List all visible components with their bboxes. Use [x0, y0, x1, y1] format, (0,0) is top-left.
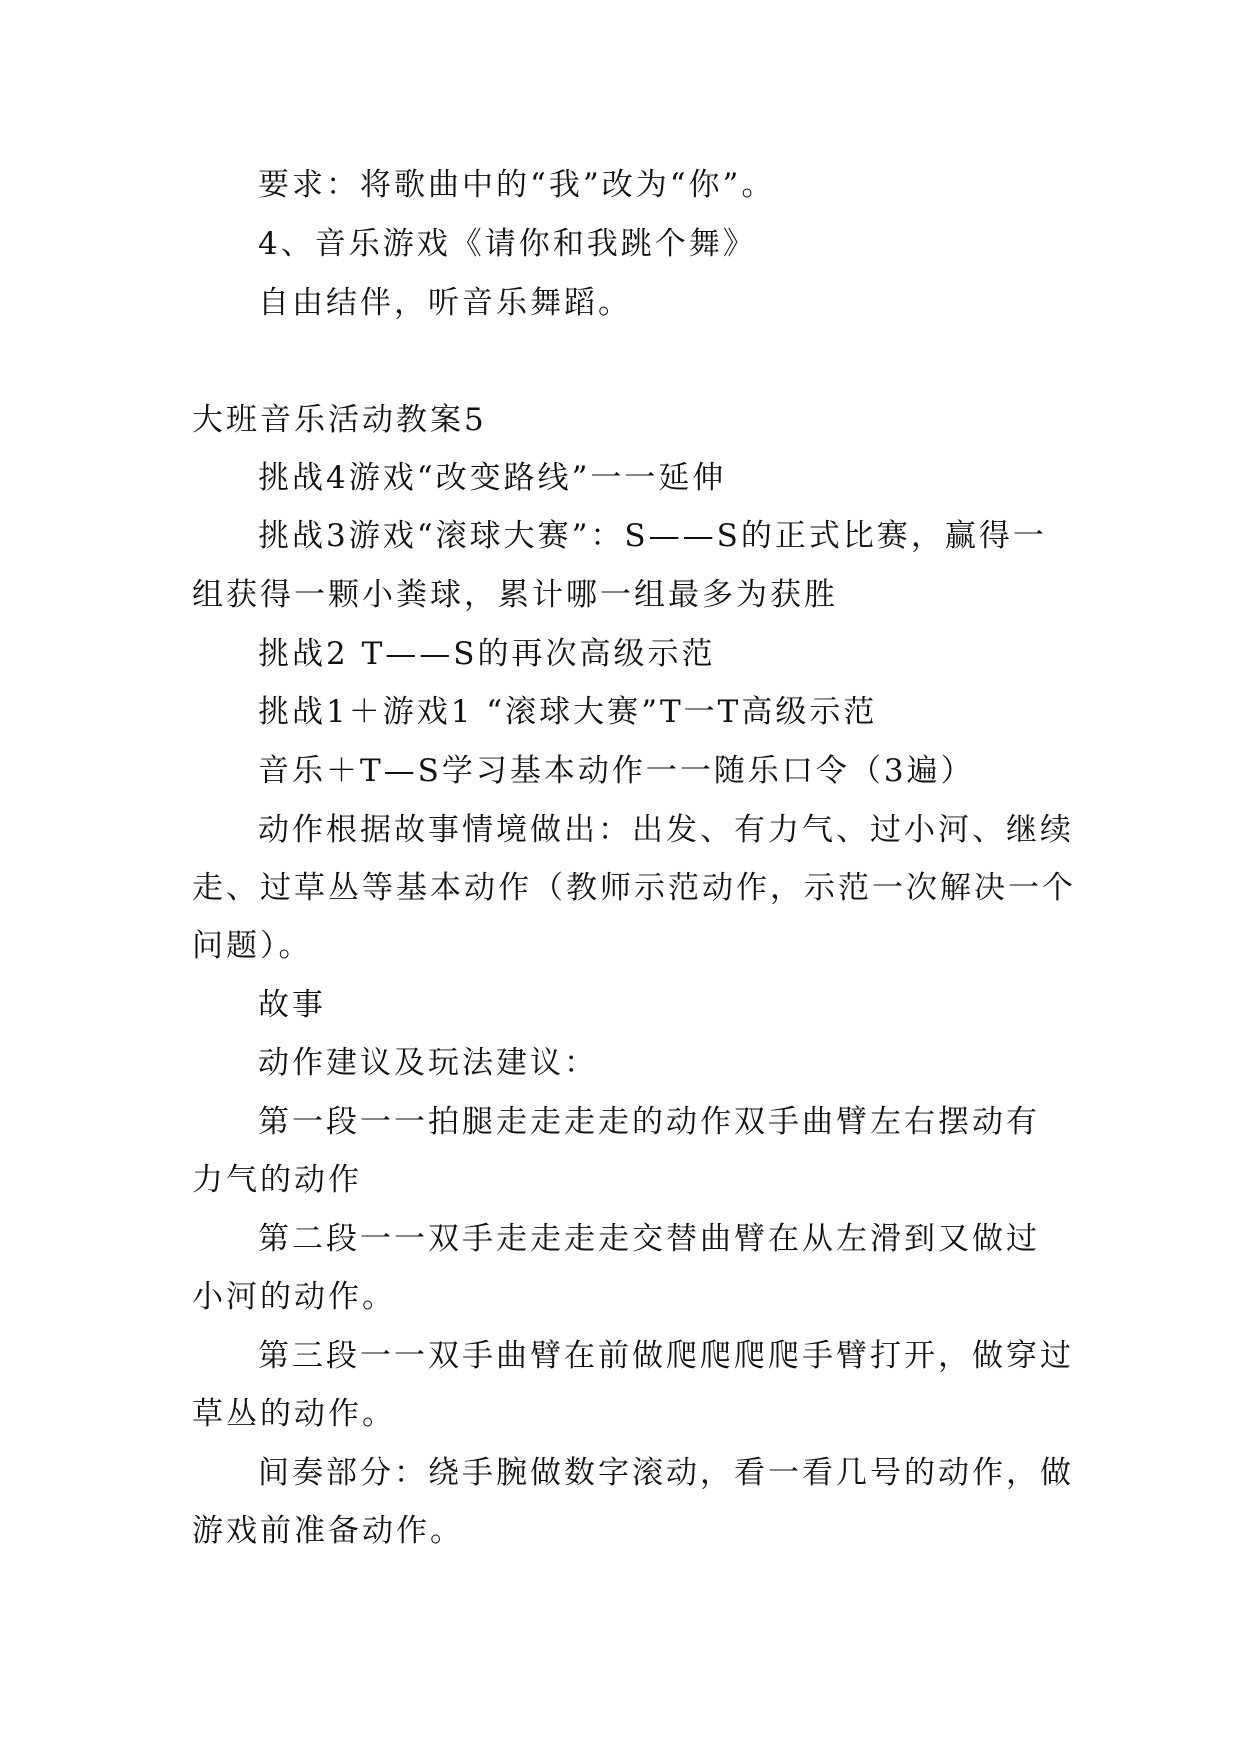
- paragraph-story-actions-end: 问题）。: [192, 928, 313, 964]
- paragraph-game-title: 4、音乐游戏《请你和我跳个舞》: [258, 226, 757, 262]
- paragraph-section-2-cont: 小河的动作。: [192, 1279, 396, 1315]
- paragraph-free-dance: 自由结伴，听音乐舞蹈。: [258, 285, 632, 321]
- paragraph-challenge-4: 挑战4游戏“改变路线”一一延伸: [258, 460, 727, 496]
- paragraph-interlude: 间奏部分：绕手腕做数字滚动，看一看几号的动作，做: [258, 1455, 1074, 1491]
- paragraph-section-3-cont: 草丛的动作。: [192, 1396, 396, 1432]
- paragraph-section-2: 第二段一一双手走走走走交替曲臂在从左滑到又做过: [258, 1221, 1040, 1257]
- paragraph-story-actions: 动作根据故事情境做出：出发、有力气、过小河、继续: [258, 812, 1074, 848]
- paragraph-section-3: 第三段一一双手曲臂在前做爬爬爬爬手臂打开，做穿过: [258, 1338, 1074, 1374]
- paragraph-section-1: 第一段一一拍腿走走走走的动作双手曲臂左右摆动有: [258, 1104, 1040, 1140]
- paragraph-challenge-3-cont: 组获得一颗小粪球，累计哪一组最多为获胜: [192, 577, 838, 613]
- paragraph-challenge-2: 挑战2 T——S的再次高级示范: [258, 636, 716, 672]
- paragraph-story: 故事: [258, 987, 326, 1023]
- paragraph-section-1-cont: 力气的动作: [192, 1162, 362, 1198]
- section-heading: 大班音乐活动教案5: [192, 402, 487, 438]
- paragraph-challenge-3: 挑战3游戏“滚球大赛”：S——S的正式比赛，赢得一: [258, 518, 1047, 554]
- paragraph-suggestions: 动作建议及玩法建议：: [258, 1045, 598, 1081]
- paragraph-music-actions: 音乐＋T—S学习基本动作一一随乐口令（3遍）: [258, 753, 975, 789]
- paragraph-requirement: 要求：将歌曲中的“我”改为“你”。: [258, 167, 776, 203]
- paragraph-challenge-1: 挑战1＋游戏1 “滚球大赛”T一T高级示范: [258, 694, 878, 730]
- paragraph-story-actions-cont: 走、过草丛等基本动作（教师示范动作，示范一次解决一个: [192, 870, 1076, 906]
- paragraph-interlude-cont: 游戏前准备动作。: [192, 1513, 464, 1549]
